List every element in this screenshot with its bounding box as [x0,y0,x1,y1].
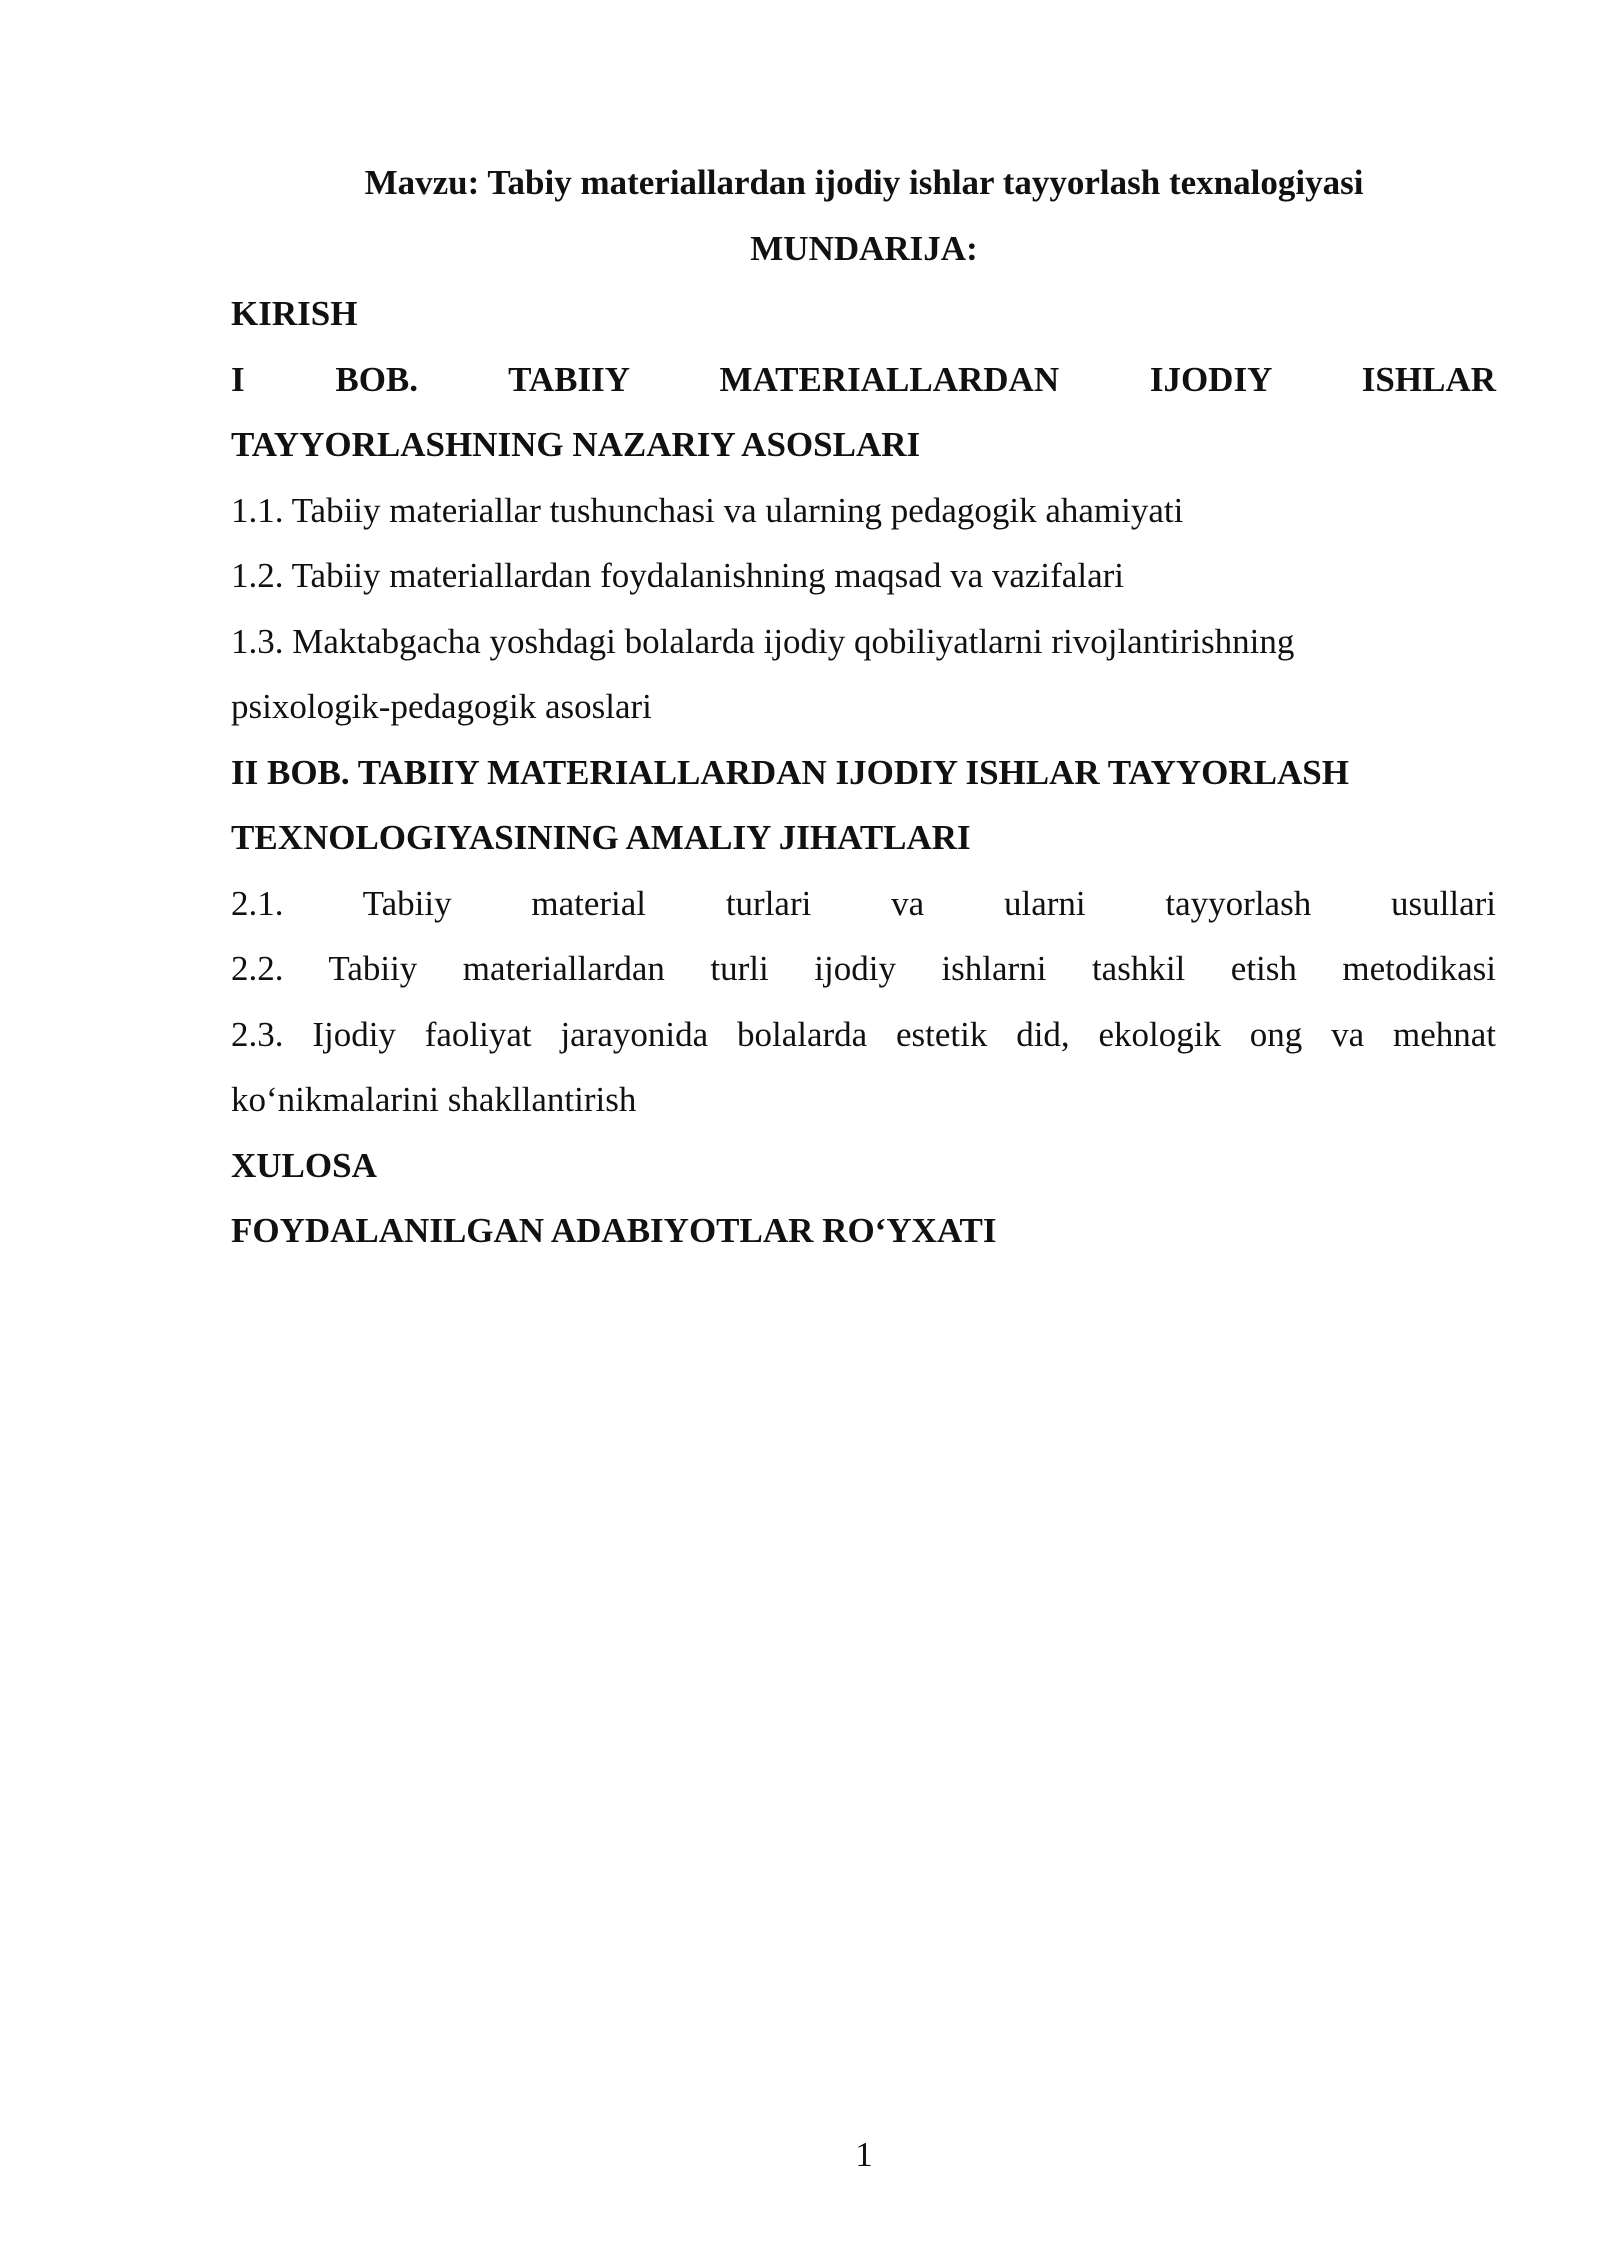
toc-section-1-2: 1.2. Tabiiy materiallardan foydalanishning maqsad va vazifalari [231,556,1124,595]
toc-section-2-1: 2.1. Tabiiy material turlari va ularni tayyorlash usullari [231,883,1496,923]
toc-chapter2-title-line1: II BOB. TABIIY MATERIALLARDAN IJODIY ISHLAR TAYYORLASH [231,752,1349,792]
toc-section-1-3-line2: psixologik-pedagogik asoslari [231,687,652,726]
toc-references: FOYDALANILGAN ADABIYOTLAR RO‘YXATI [231,1211,997,1250]
toc-chapter1-title-line1: I BOB. TABIIY MATERIALLARDAN IJODIY ISHLAR [231,359,1496,399]
toc-intro: KIRISH [231,294,358,333]
toc-section-2-3-line2: ko‘nikmalarini shakllantirish [231,1080,637,1119]
contents-heading: MUNDARIJA: [750,228,978,268]
page-number: 1 [855,2135,873,2174]
toc-section-1-1: 1.1. Tabiiy materiallar tushunchasi va ularning pedagogik ahamiyati [231,490,1184,530]
toc-conclusion: XULOSA [231,1145,377,1185]
toc-section-1-3-line1: 1.3. Maktabgacha yoshdagi bolalarda ijodiy qobiliyatlarni rivojlantirishning [231,621,1295,661]
toc-chapter1-title-line2: TAYYORLASHNING NAZARIY ASOSLARI [231,425,921,464]
toc-section-2-2: 2.2. Tabiiy materiallardan turli ijodiy ishlarni tashkil etish metodikasi [231,949,1496,988]
toc-section-2-3-line1: 2.3. Ijodiy faoliyat jarayonida bolalarda estetik did, ekologik ong va mehnat [231,1014,1496,1054]
toc-chapter2-title-line2: TEXNOLOGIYASINING AMALIY JIHATLARI [231,818,971,857]
document-topic: Mavzu: Tabiy materiallardan ijodiy ishlar tayyorlash texnalogiyasi [364,163,1364,202]
table-of-contents [231,150,1496,1264]
